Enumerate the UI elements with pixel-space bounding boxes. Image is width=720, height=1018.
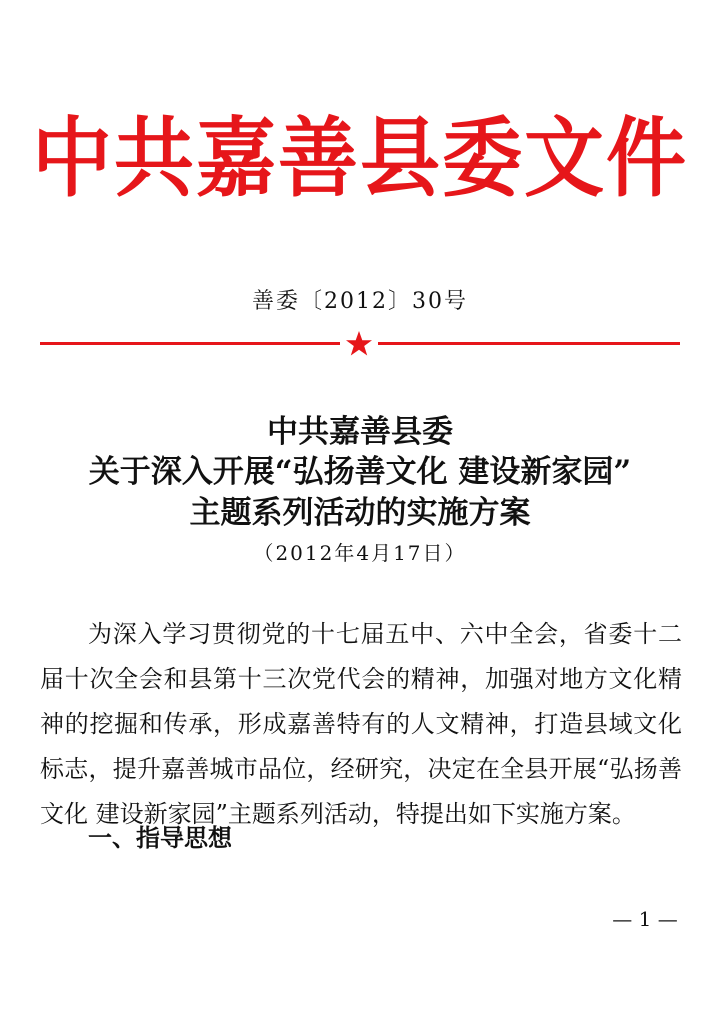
star-icon [341,330,377,358]
document-title-line-3: 主题系列活动的实施方案 [189,495,531,531]
body-paragraph: 为深入学习贯彻党的十七届五中、六中全会，省委十二届十次全会和县第十三次党代会的精神，加强对地方文化精神的挖掘和传承，形成嘉善特有的人文精神，打造县域文化标志，提升嘉善城市品位，经研究，决定在全县开展“弘扬善文化 建设新家园”主题系列活动，特提出如下实施方案。 [40,620,682,828]
document-date: （2012年4月17日） [253,541,467,565]
document-number: 善委〔2012〕30号 [252,289,468,314]
red-separator-left [40,342,340,345]
document-header-title: 中共嘉善县委文件 [32,108,688,209]
red-separator-right [378,342,680,345]
document-title-line-2: 关于深入开展“弘扬善文化 建设新家园” [88,454,632,490]
section-heading: 一、指导思想 [88,824,232,852]
page-number: — 1 — [612,907,678,931]
document-title-line-1: 中共嘉善县委 [267,414,453,450]
